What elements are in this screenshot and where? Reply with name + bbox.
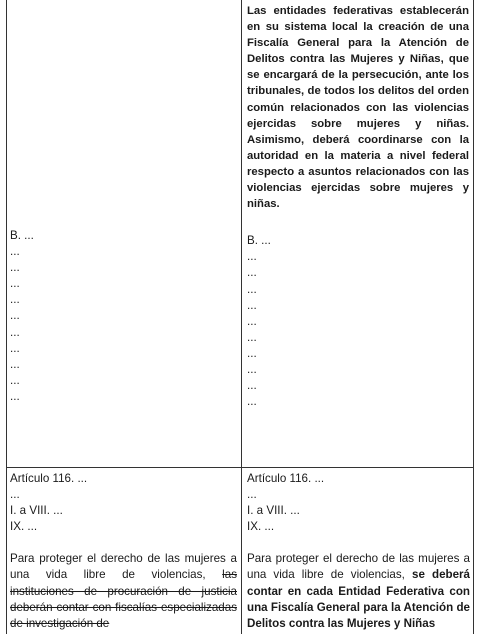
cell-current-text-top	[10, 228, 236, 405]
article-paragraph	[10, 551, 237, 631]
fraction-ix-line: IX. ...	[247, 520, 275, 534]
article-heading: Artículo 116. ...	[247, 472, 325, 485]
section-label: B. ...	[247, 234, 271, 248]
article-heading: Artículo 116. ...	[10, 472, 88, 485]
ellipsis-line: ...	[10, 373, 20, 387]
fraction-ix-line: IX. ...	[10, 520, 38, 534]
ellipsis-line: ...	[10, 389, 20, 403]
cell-proposed-text-top	[247, 3, 469, 410]
bold-text: se deberá contar en cada Entidad Federativa con una Fiscalía General para la Atención de Delitos contra las Mujeres y Niñas	[247, 568, 471, 630]
fractions-line: I. a VIII. ...	[247, 504, 300, 518]
fractions-line: I. a VIII. ...	[10, 504, 63, 518]
ellipsis-line: ...	[10, 341, 20, 355]
section-label: B. ...	[10, 229, 34, 242]
ellipsis-line: ...	[10, 488, 20, 502]
ellipsis-line: ...	[247, 282, 257, 296]
column-divider	[241, 0, 242, 634]
comparison-table	[6, 0, 474, 634]
ellipsis-list	[247, 249, 469, 410]
article-paragraph	[247, 551, 470, 631]
cell-proposed-text-bottom	[247, 471, 470, 632]
ellipsis-line: ...	[247, 266, 257, 280]
cell-current-text-bottom	[10, 471, 237, 632]
ellipsis-line: ...	[247, 250, 257, 264]
ellipsis-line: ...	[247, 362, 257, 376]
plain-text: Para proteger el derecho de las mujeres a una vida libre de violencias,	[247, 552, 470, 582]
ellipsis-line: ...	[10, 325, 20, 339]
ellipsis-line: ...	[10, 261, 20, 275]
ellipsis-line: ...	[10, 245, 20, 259]
row-divider	[7, 467, 473, 468]
ellipsis-line: ...	[247, 314, 257, 328]
ellipsis-line: ...	[10, 293, 20, 307]
ellipsis-line: ...	[247, 330, 257, 344]
ellipsis-line: ...	[10, 357, 20, 371]
proposed-paragraph: Las entidades federativas establecerán en su sistema local la creación de una Fiscalía General para la Atención de Delitos contra las Mujeres y Niñas, que se encargará de la persecución, ante los tribunales, de todos los delitos del orden común relacionados con las violencias ejercidas sobre mujeres y niñas. Asimismo, deberá coordinarse con la autoridad en la materia a nivel federal respecto a asuntos relacionados con las violencias ejercidas sobre mujeres y niñas.	[247, 5, 469, 211]
plain-text: Para proteger el derecho de las mujeres a una vida libre de violencias,	[10, 552, 237, 582]
ellipsis-line: ...	[247, 379, 257, 393]
ellipsis-line: ...	[247, 488, 257, 502]
ellipsis-line: ...	[10, 309, 20, 323]
ellipsis-line: ...	[10, 277, 20, 291]
ellipsis-line: ...	[247, 346, 257, 360]
struck-text: las instituciones de procuración de justicia deberán contar con fiscalías especializadas de investigación de	[10, 568, 237, 630]
ellipsis-list	[10, 244, 236, 405]
ellipsis-line: ...	[247, 298, 257, 312]
ellipsis-line: ...	[247, 395, 257, 409]
